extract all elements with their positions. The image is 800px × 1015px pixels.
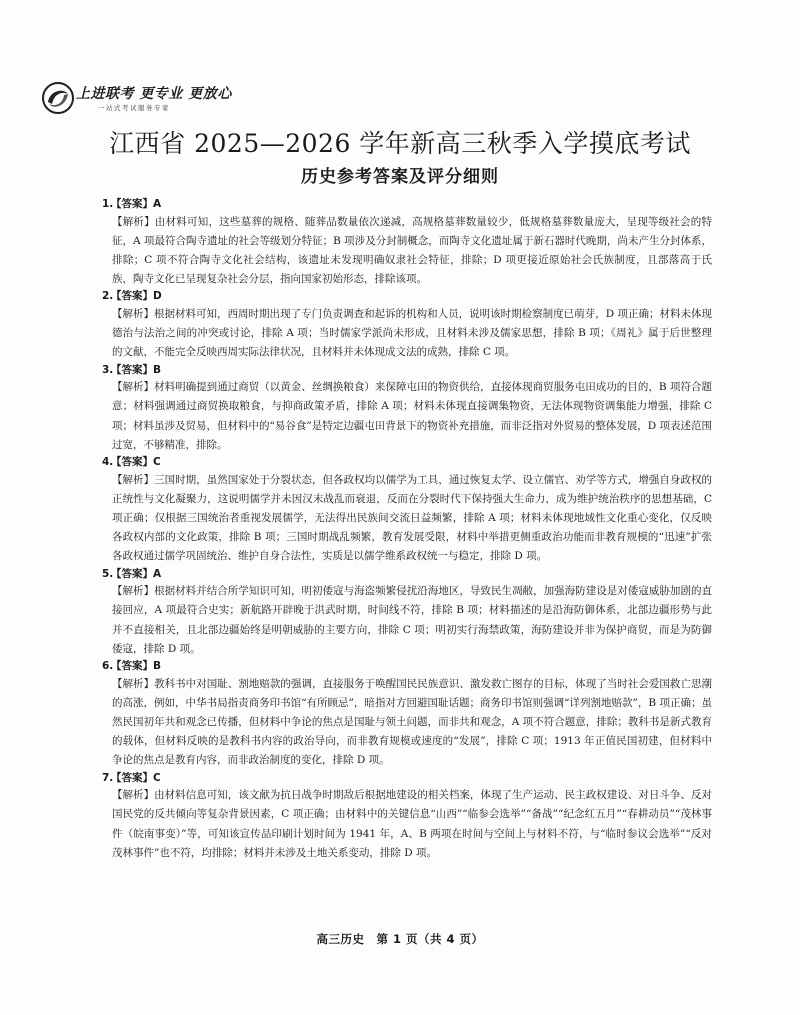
answer-text: 【答案】B bbox=[111, 660, 162, 673]
question-block bbox=[102, 197, 712, 289]
question-answer bbox=[102, 771, 712, 787]
logo-brand-text: 上进联考 更专业 更放心 bbox=[76, 86, 232, 102]
answer-text: 【答案】C bbox=[111, 771, 161, 784]
question-number: 4. bbox=[102, 456, 114, 469]
question-number: 2. bbox=[102, 290, 114, 303]
question-number: 7. bbox=[102, 771, 114, 784]
question-analysis: 【解析】教科书中对国耻、割地赔款的强调，直接服务于唤醒国民民族意识、激发救亡图存的目标，体现了当时社会爱国救亡思潮的高涨，例如，中华书局指责商务印书馆“有所顾忌”，暗指对方回避国耻话题；商务印书馆则强调“详列割地赔款”，B 项正确；虽然民国初年共和观念已传播，但材料中争论的焦点是国耻与领土问题，而非共和观念，A 项不符合题意，排除；教科书是新式教育的载体，但材料反映的是教科书内容的政治导向，而非教育规模或速度的“发展”，排除 C 项；1913 年正值民国初建，但材料中争论的焦点是教育内容，而非政治制度的变化，排除 D 项。 bbox=[112, 677, 712, 767]
page-footer: 高三历史 第 1 页（共 4 页） bbox=[316, 932, 484, 946]
question-analysis: 【解析】根据材料可知，西周时期出现了专门负责调查和起诉的机构和人员，说明该时期检察制度已萌芽，D 项正确；材料未体现德治与法治之间的冲突或讨论，排除 A 项；当时儒家学派尚未形成，且材料未涉及儒家思想，排除 B 项；《周礼》属于后世整理的文献，不能完全反映西周实际法律状况，且材料并未体现成文法的成熟，排除 C 项。 bbox=[112, 308, 712, 359]
question-answer bbox=[102, 197, 712, 213]
question-answer bbox=[102, 659, 712, 675]
answer-text: 【答案】D bbox=[111, 290, 162, 303]
question-block bbox=[102, 771, 712, 863]
answer-text: 【答案】B bbox=[111, 363, 162, 376]
exam-subtitle: 历史参考答案及评分细则 bbox=[301, 167, 499, 187]
question-block bbox=[102, 455, 723, 567]
logo-tagline: 一站式考试服务专家 bbox=[98, 104, 170, 112]
question-number: 1. bbox=[102, 198, 114, 210]
answer-text: 【答案】A bbox=[111, 198, 162, 210]
question-analysis: 【解析】材料明确提到通过商贸（以黄金、丝绸换粮食）来保障屯田的物资供给，直接体现商贸服务屯田成功的目的，B 项符合题意；材料强调通过商贸换取粮食，与抑商政策矛盾，排除 A 项；材料未体现直接调集物资，无法体现物资调集能力增强，排除 C 项；材料虽涉及贸易，但材料中的“易谷食”是特定边疆屯田背景下的物资补充措施，而非泛指对外贸易的整体发展，D 项表述范围过宽，不够精准，排除。 bbox=[112, 381, 712, 451]
swirl-logo-icon bbox=[40, 80, 76, 116]
question-answer bbox=[102, 455, 712, 471]
answer-list bbox=[102, 197, 723, 863]
exam-title: 江西省 2025—2026 学年新高三秋季入学摸底考试 bbox=[109, 129, 691, 158]
question-answer bbox=[102, 289, 712, 305]
question-analysis: 【解析】由材料信息可知，该文献为抗日战争时期敌后根据地建设的相关档案，体现了生产运动、民主政权建设、对日斗争、反对国民党的反共倾向等复杂背景因素，C 项正确；由材料中的关键信息“山西”“临参会选举”“备战”“纪念红五月”“春耕动员”“茂林事件（皖南事变）”等，可知该宣传品印刷计划时间为 1941 年，A、B 两项在时间与空间上与材料不符，与“临时参议会选举”“反对茂林事件”也不符，均排除；材料并未涉及土地关系变动，排除 D 项。 bbox=[112, 789, 712, 859]
question-block bbox=[102, 289, 712, 362]
answer-text: 【答案】A bbox=[111, 567, 162, 580]
question-answer bbox=[102, 363, 712, 379]
question-number: 5. bbox=[102, 567, 114, 580]
question-number: 3. bbox=[102, 363, 114, 376]
question-block bbox=[102, 659, 712, 771]
publisher-logo bbox=[40, 80, 270, 120]
question-block bbox=[102, 567, 712, 659]
question-number: 6. bbox=[102, 660, 114, 673]
question-analysis: 【解析】根据材料并结合所学知识可知，明初倭寇与海盗频繁侵扰沿海地区，导致民生凋敝，加强海防建设是对倭寇威胁加剧的直接回应，A 项最符合史实；新航路开辟晚于洪武时期，时间线不符，排除 B 项；材料描述的是沿海防御体系，北部边疆形势与此并不直接相关，且北部边疆始终是明朝威胁的主要方向，排除 C 项；明初实行海禁政策，海防建设并非为保护商贸，而是为防御倭寇，排除 D 项。 bbox=[112, 585, 712, 655]
answer-text: 【答案】C bbox=[111, 456, 161, 469]
question-block bbox=[102, 363, 712, 455]
question-analysis: 【解析】三国时期，虽然国家处于分裂状态，但各政权均以儒学为工具，通过恢复太学、设立儒官、劝学等方式，增强自身政权的正统性与文化凝聚力，这说明儒学并未因汉末战乱而衰退，反而在分裂时代下保持强大生命力，成为维护统治秩序的思想基础，C 项正确；仅根据三国统治者重视发展儒学，无法得出民族间交流日益频繁，排除 A 项；材料未体现地域性文化重心变化，仅反映各政权内部的文化政策，排除 B 项；三国时期战乱频繁，教育发展受限，材料中举措更侧重政治功能而非教育规模的“迅速”扩张 各政权通过儒学巩固统治、维护自身合法性，实质是以儒学维系政权统一与稳定，排除 D 项。 bbox=[112, 473, 723, 563]
question-analysis: 【解析】由材料可知，这些墓葬的规格、随葬品数量依次递减，高规格墓葬数量较少，低规格墓葬数量庞大，呈现等级社会的特征，A 项最符合陶寺遗址的社会等级划分特征；B 项涉及分封制概念，而陶寺文化遗址属于新石器时代晚期，尚未产生分封体系，排除；C 项不符合陶寺文化社会结构，该遗址未发现明确奴隶社会特征，排除；D 项更接近原始社会氏族制度，且部落高于氏族，陶寺文化已呈现复杂社会分层，指向国家初始形态，排除该项。 bbox=[112, 215, 712, 286]
question-answer bbox=[102, 567, 712, 583]
